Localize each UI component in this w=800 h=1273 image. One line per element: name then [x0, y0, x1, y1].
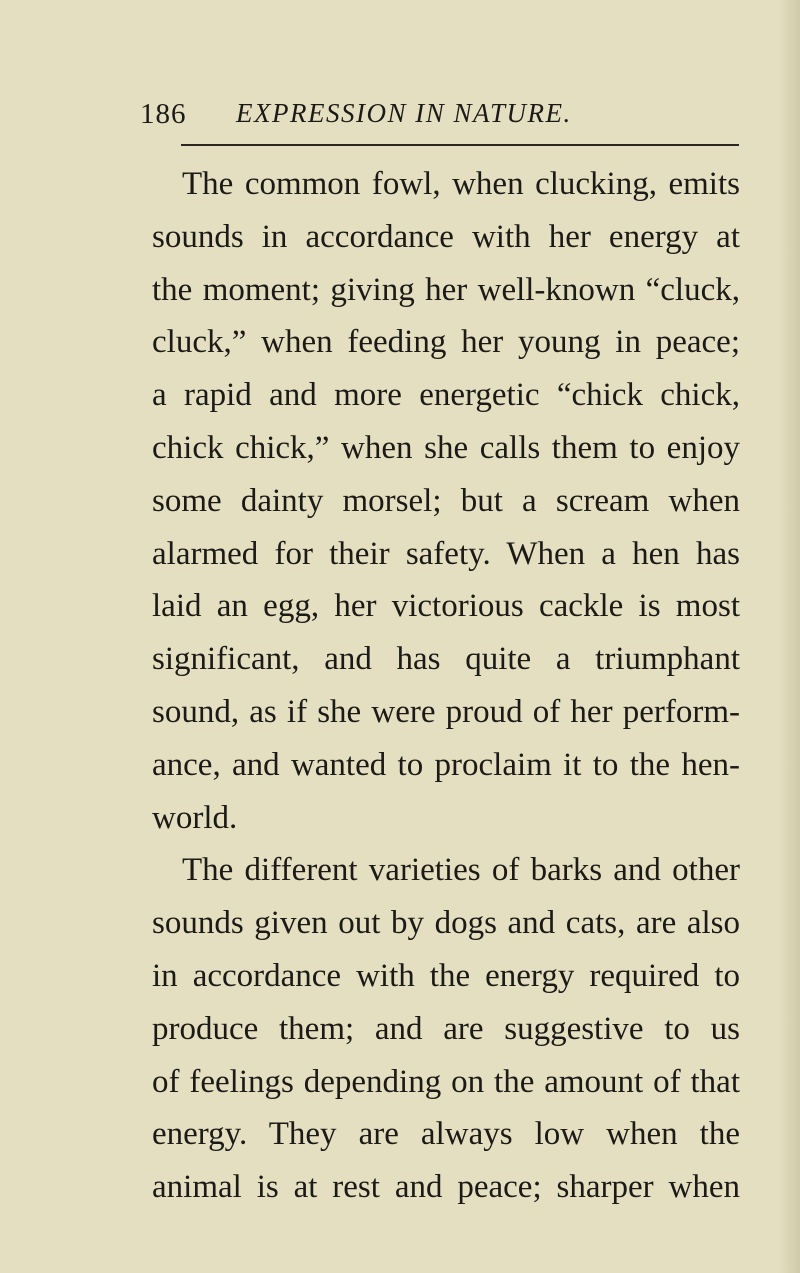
paragraph-2 — [152, 844, 740, 1214]
text-line: sounds given out by dogs and cats, are also — [152, 905, 740, 942]
text-line: sounds in accordance with her energy at — [152, 218, 740, 255]
text-line: animal is at rest and peace; sharper when — [152, 1169, 740, 1206]
header-rule — [181, 144, 739, 146]
text-line: significant, and has quite a triumphant — [152, 641, 740, 678]
text-line: some dainty morsel; but a scream when — [152, 482, 740, 519]
body-text — [152, 158, 740, 1214]
text-line: cluck,” when feeding her young in peace; — [152, 324, 740, 361]
page-number: 186 — [140, 98, 187, 130]
text-line: alarmed for their safety. When a hen has — [152, 535, 740, 572]
text-line: ance, and wanted to proclaim it to the hen- — [152, 746, 740, 783]
text-line: energy. They are always low when the — [152, 1116, 740, 1153]
text-line: world. — [152, 799, 238, 836]
running-head: EXPRESSION IN NATURE. — [236, 98, 572, 128]
text-line: produce them; and are suggestive to us — [152, 1010, 740, 1047]
paragraph-1 — [152, 158, 740, 844]
text-line: the moment; giving her well-known “cluck, — [152, 271, 740, 308]
text-line: chick chick,” when she calls them to enjoy — [152, 429, 740, 466]
text-line: sound, as if she were proud of her perform- — [152, 693, 740, 730]
text-line: a rapid and more energetic “chick chick, — [152, 377, 740, 414]
text-line: laid an egg, her victorious cackle is most — [152, 588, 740, 625]
text-line: The common fowl, when clucking, emits — [182, 166, 740, 202]
page-edge-shadow — [778, 0, 800, 1273]
text-line: of feelings depending on the amount of that — [152, 1063, 740, 1100]
text-line: The different varieties of barks and other — [182, 852, 740, 889]
text-line: in accordance with the energy required to — [152, 957, 740, 994]
page-header — [140, 98, 740, 138]
